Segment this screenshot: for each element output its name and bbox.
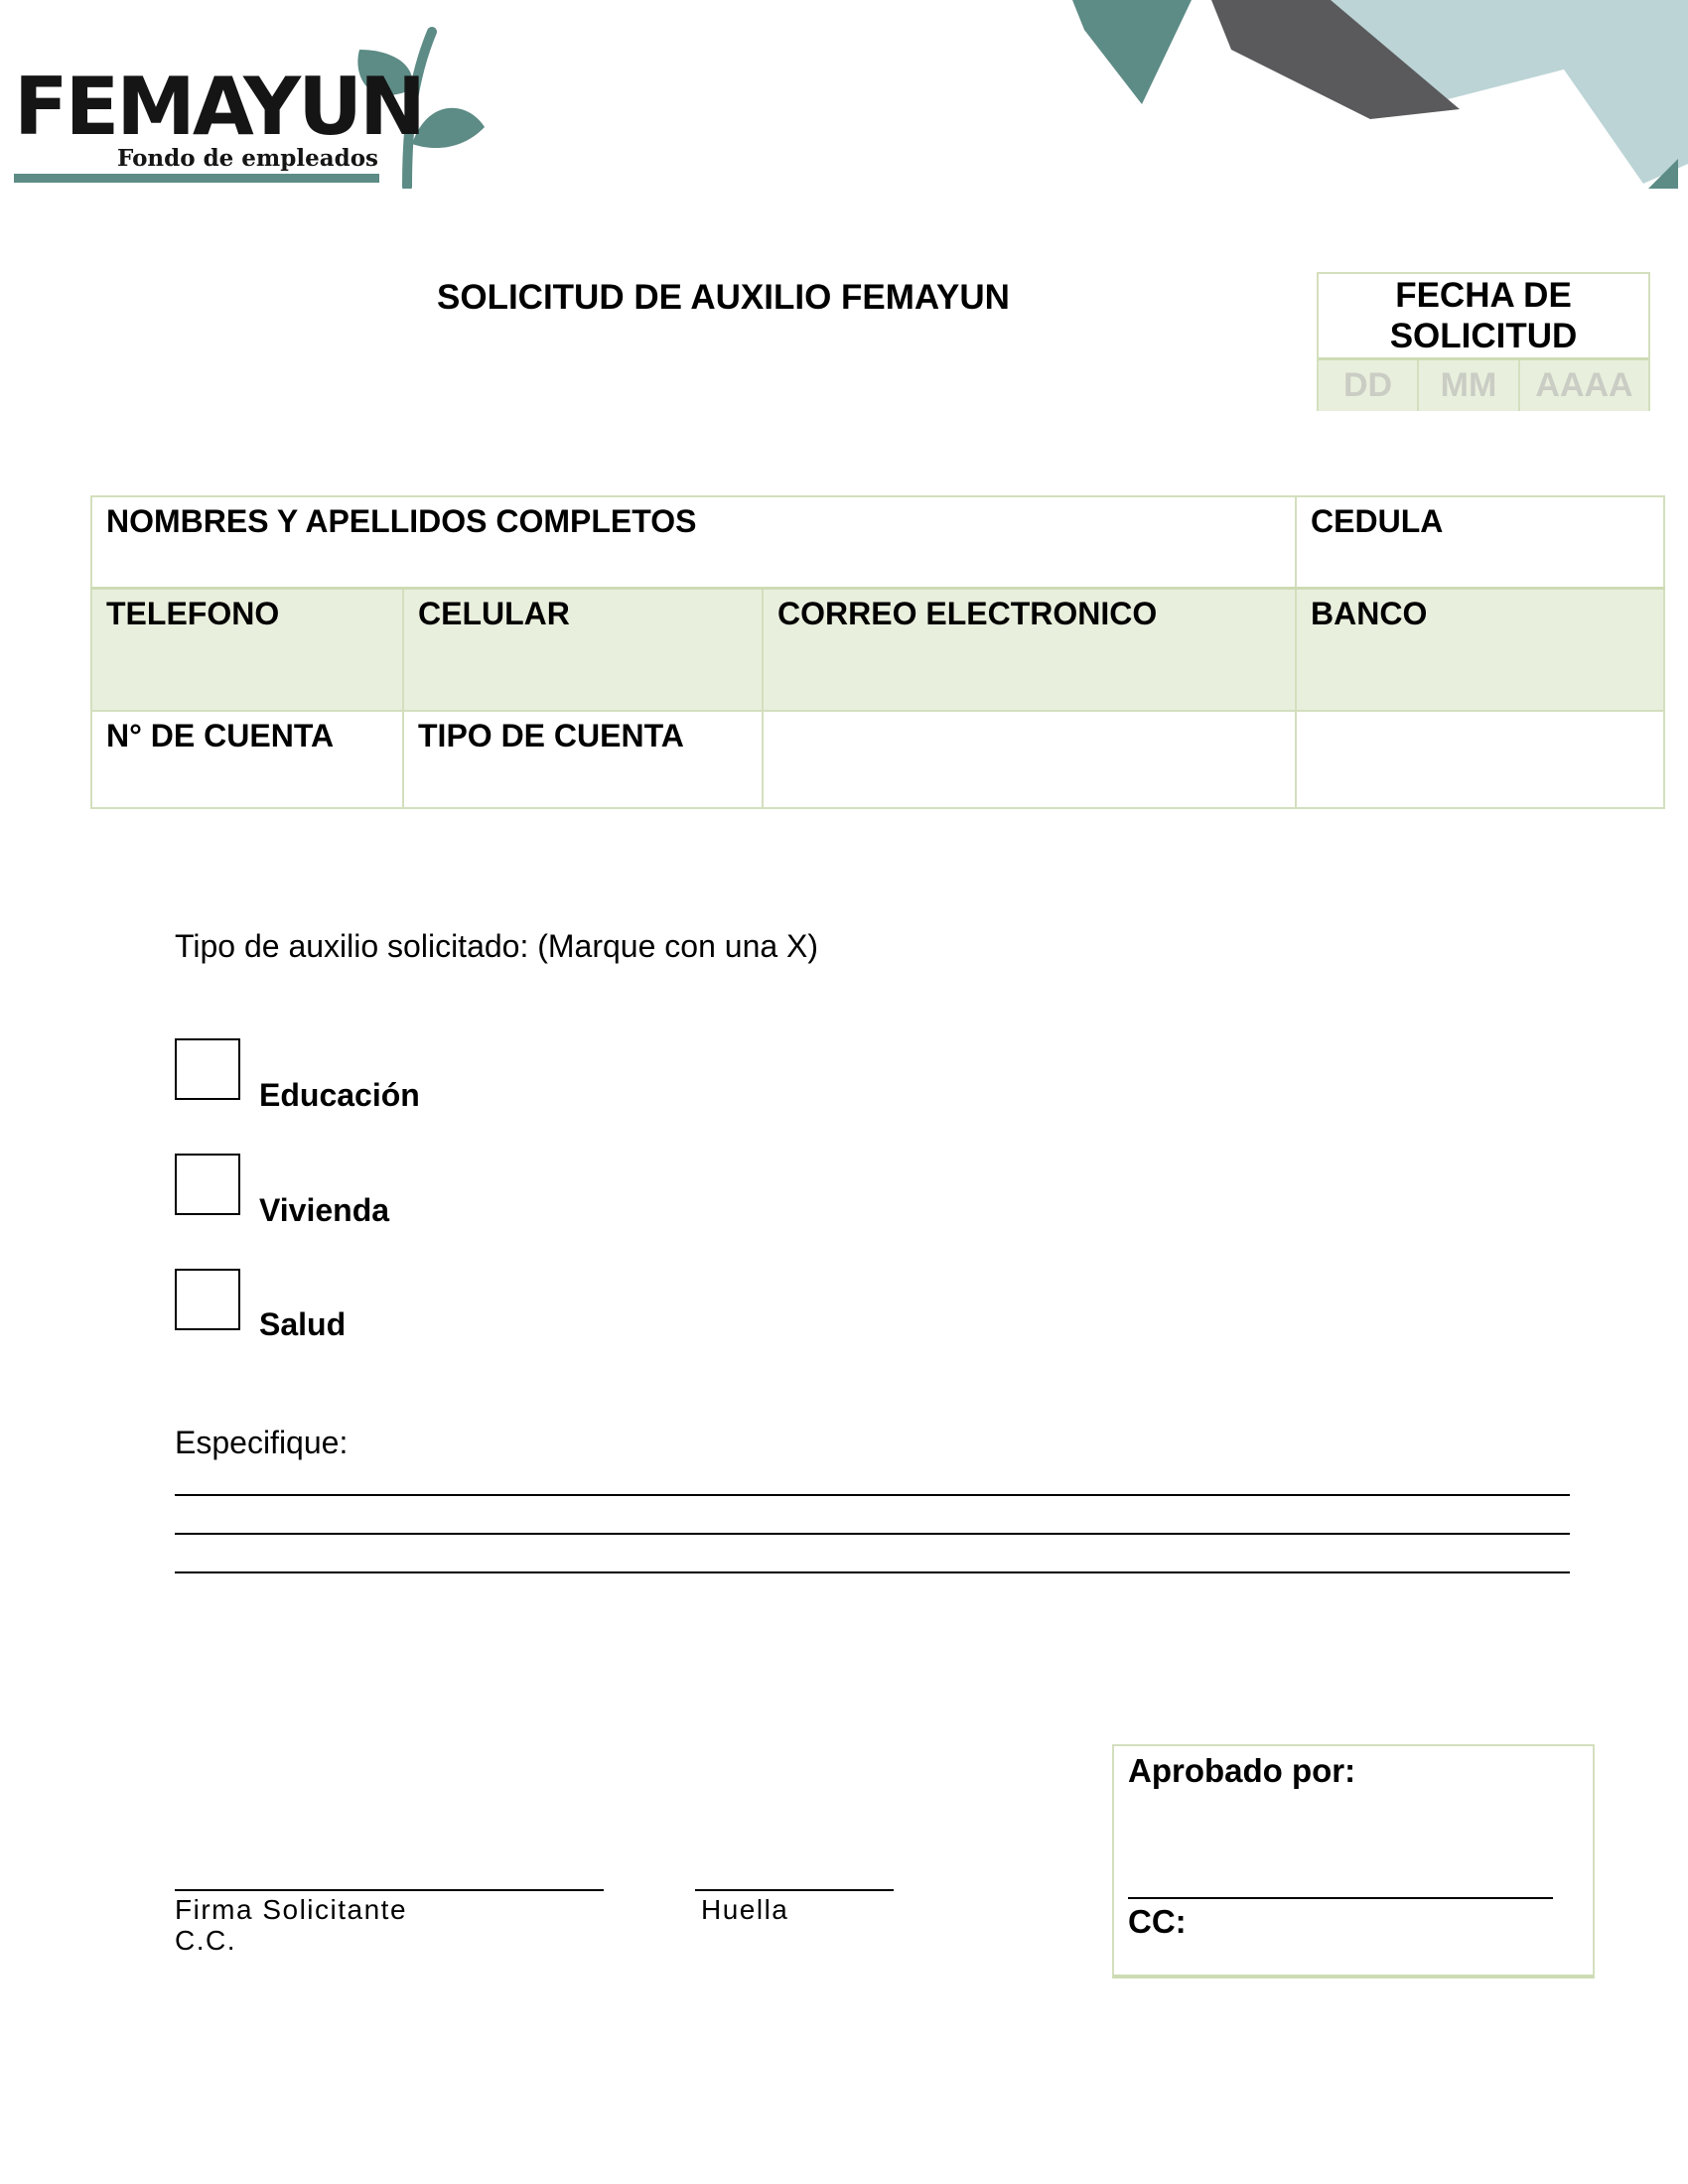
date-fields-row <box>1319 357 1648 411</box>
specify-label: Especifique: <box>175 1425 349 1460</box>
id-number-label: CEDULA <box>1311 503 1444 539</box>
id-number-field[interactable] <box>1296 496 1664 588</box>
document-title: SOLICITUD DE AUXILIO FEMAYUN <box>437 278 1010 317</box>
signature-cc-label: C.C. <box>175 1925 236 1956</box>
account-type-label: TIPO DE CUENTA <box>418 718 684 753</box>
health-label: Salud <box>259 1306 347 1342</box>
account-number-field[interactable] <box>91 711 403 808</box>
approval-box <box>1112 1744 1595 1979</box>
bank-label: BANCO <box>1311 595 1428 631</box>
specify-line-2[interactable] <box>175 1533 1570 1535</box>
date-year-field[interactable]: AAAA <box>1535 366 1633 404</box>
specify-line-1[interactable] <box>175 1494 1570 1496</box>
email-label: CORREO ELECTRONICO <box>777 595 1158 631</box>
education-checkbox[interactable] <box>175 1038 240 1100</box>
fingerprint-line[interactable] <box>695 1889 894 1891</box>
approved-by-label: Aprobado por: <box>1128 1752 1356 1789</box>
corner-decoration <box>1072 0 1688 199</box>
signature-label: Firma Solicitante <box>175 1894 408 1925</box>
mobile-field[interactable] <box>403 588 763 711</box>
empty-cell[interactable] <box>1296 711 1664 808</box>
logo-underline <box>14 174 379 183</box>
empty-cell[interactable] <box>763 711 1296 808</box>
request-date-box <box>1317 272 1650 411</box>
signature-line[interactable] <box>175 1889 604 1891</box>
housing-label: Vivienda <box>259 1192 390 1228</box>
approval-signature-line[interactable] <box>1128 1897 1553 1899</box>
date-month-field[interactable]: MM <box>1419 360 1520 411</box>
logo-subtitle: Fondo de empleados <box>117 145 378 172</box>
fingerprint-label: Huella <box>701 1894 789 1925</box>
approval-cc-label: CC: <box>1128 1903 1187 1940</box>
account-number-label: N° DE CUENTA <box>106 718 335 753</box>
housing-checkbox[interactable] <box>175 1154 240 1215</box>
phone-label: TELEFONO <box>106 595 280 631</box>
deco-teal-shape <box>1072 0 1192 104</box>
account-type-field[interactable] <box>403 711 763 808</box>
applicant-info-table <box>90 495 1665 809</box>
aid-type-prompt: Tipo de auxilio solicitado: (Marque con una X) <box>175 928 819 964</box>
bank-field[interactable] <box>1296 588 1664 711</box>
mobile-label: CELULAR <box>418 595 570 631</box>
health-checkbox[interactable] <box>175 1269 240 1330</box>
phone-field[interactable] <box>91 588 403 711</box>
logo-wordmark: FEMAYUN <box>14 61 424 153</box>
full-name-label: NOMBRES Y APELLIDOS COMPLETOS <box>106 503 697 539</box>
full-name-field[interactable] <box>91 496 1296 588</box>
date-box-header: FECHA DE SOLICITUD <box>1389 276 1578 355</box>
education-label: Educación <box>259 1077 420 1113</box>
email-field[interactable] <box>763 588 1296 711</box>
specify-line-3[interactable] <box>175 1571 1570 1573</box>
date-day-field[interactable]: DD <box>1319 360 1419 411</box>
